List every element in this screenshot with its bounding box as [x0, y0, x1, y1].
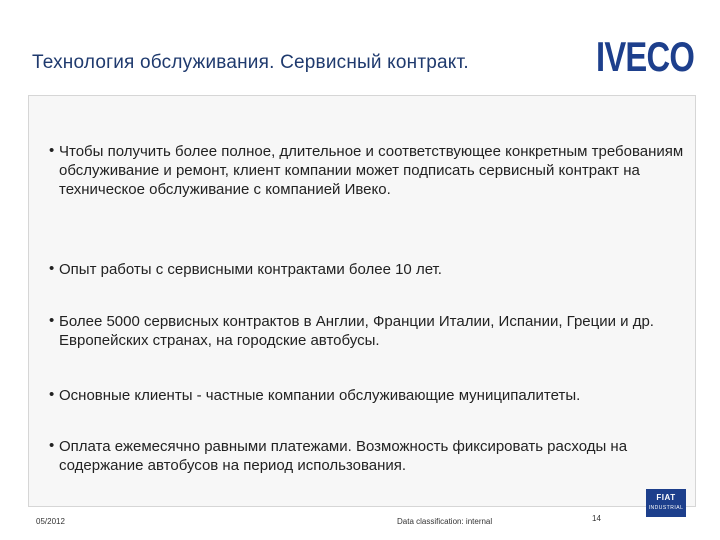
content-panel: [28, 95, 696, 507]
footer-date: 05/2012: [36, 517, 65, 526]
fiat-logo-text: FIAT: [656, 493, 676, 502]
bullet-icon: •: [49, 312, 55, 329]
page-number: 14: [592, 514, 601, 523]
slide-title: Технология обслуживания. Сервисный контракт.: [32, 52, 469, 73]
industrial-logo-text: INDUSTRIAL: [648, 505, 684, 511]
footer-classification: Data classification: internal: [397, 517, 493, 526]
iveco-logo: IVECO: [596, 33, 695, 80]
bullet-icon: •: [49, 386, 55, 403]
bullet-icon: •: [49, 437, 55, 454]
bullet-text: Оплата ежемесячно равными платежами. Возможность фиксировать расходы на содержание автобусов на период использования.: [59, 438, 628, 474]
bullet-icon: •: [49, 142, 55, 159]
bullet-icon: •: [49, 260, 55, 277]
bullet-text: Чтобы получить более полное, длительное и соответствующее конкретным требованиям обслуживание и ремонт, клиент компании может подписать сервисный контракт на техническое обслуживание с компанией Ивеко.: [59, 143, 684, 198]
bullet-text: Основные клиенты - частные компании обслуживающие муниципалитеты.: [59, 387, 581, 404]
bullet-text: Более 5000 сервисных контрактов в Англии, Франции Италии, Испании, Греции и др. Европейских странах, на городские автобусы.: [59, 313, 654, 349]
fiat-industrial-logo: [646, 489, 686, 517]
bullet-text: Опыт работы с сервисными контрактами более 10 лет.: [59, 261, 442, 278]
